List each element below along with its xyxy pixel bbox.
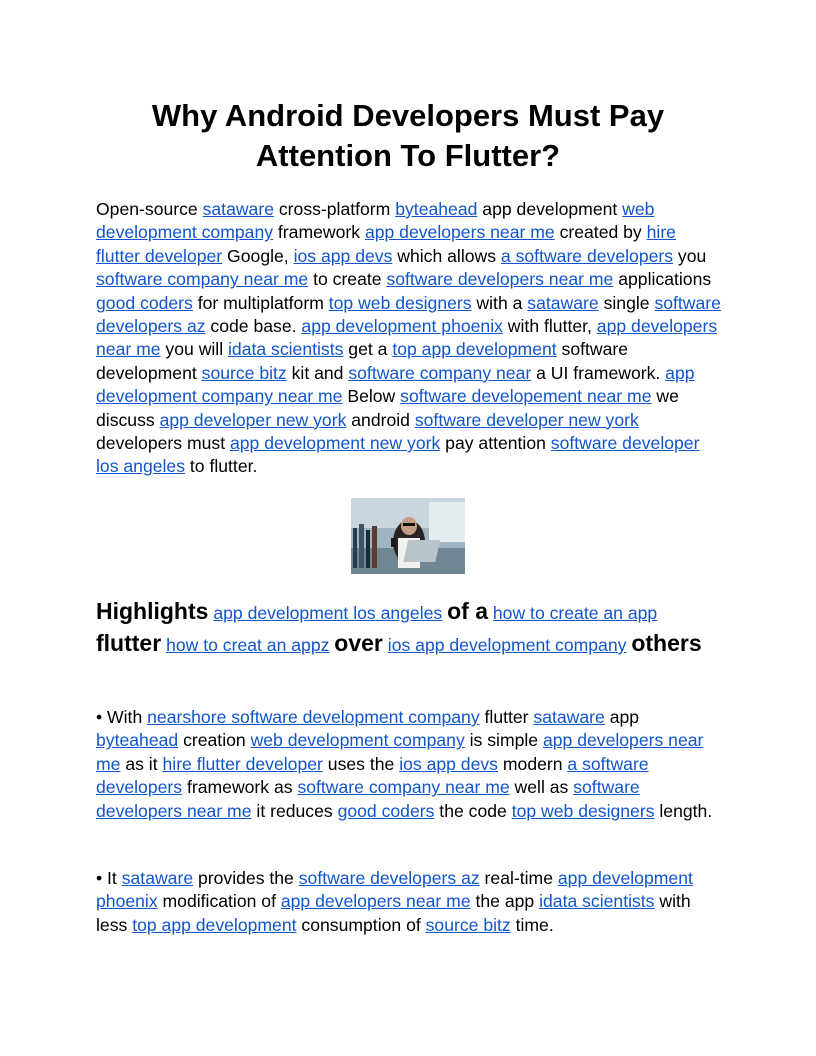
- hyperlink[interactable]: web development company: [96, 199, 655, 243]
- body-text: modern: [497, 753, 568, 774]
- body-text: flutter: [479, 707, 534, 727]
- body-text: to flutter.: [185, 456, 258, 477]
- body-text: software development: [96, 339, 629, 383]
- hyperlink[interactable]: how to creat an appz: [166, 635, 330, 655]
- hyperlink[interactable]: good coders: [337, 800, 435, 821]
- hyperlink[interactable]: app developers near me: [96, 730, 704, 774]
- body-text: we discuss: [96, 386, 679, 430]
- body-text: code base.: [205, 316, 302, 337]
- hyperlink[interactable]: app development los angeles: [213, 603, 443, 623]
- hyperlink[interactable]: software developement near me: [400, 386, 652, 407]
- hyperlink[interactable]: top web designers: [511, 800, 655, 821]
- hyperlink[interactable]: software developers az: [298, 868, 480, 888]
- hyperlink[interactable]: top app development: [132, 914, 297, 935]
- hyperlink[interactable]: sataware: [202, 199, 274, 219]
- hyperlink[interactable]: byteahead: [395, 199, 478, 219]
- body-text: single: [598, 292, 655, 313]
- body-text: to create: [308, 269, 387, 290]
- body-text: you will: [160, 339, 229, 360]
- section-heading: [96, 596, 724, 660]
- hyperlink[interactable]: app development phoenix: [96, 868, 693, 912]
- heading-text: Highlights: [96, 598, 209, 624]
- hyperlink[interactable]: app development company near me: [96, 362, 695, 407]
- body-text: the app: [470, 891, 540, 912]
- hyperlink[interactable]: app developers near me: [96, 316, 718, 360]
- heading-text: others: [631, 630, 702, 656]
- hyperlink[interactable]: software company near me: [297, 777, 510, 798]
- hyperlink[interactable]: hire flutter developer: [96, 222, 676, 266]
- hyperlink[interactable]: ios app devs: [293, 245, 393, 266]
- body-text: app: [604, 707, 640, 727]
- body-text: modification of: [157, 891, 281, 912]
- hyperlink[interactable]: software developer los angeles: [96, 433, 700, 477]
- body-text: • With: [96, 707, 148, 727]
- body-text: created by: [554, 222, 647, 243]
- hyperlink[interactable]: software developers near me: [386, 269, 614, 290]
- body-text: app development: [477, 199, 623, 219]
- body-text: which allows: [392, 245, 501, 266]
- hyperlink[interactable]: top app development: [392, 339, 557, 360]
- body-text: framework: [273, 222, 365, 243]
- body-text: creation: [178, 730, 251, 751]
- body-text: kit and: [286, 362, 349, 383]
- body-text: length.: [654, 800, 713, 821]
- hyperlink[interactable]: software company near: [348, 362, 532, 383]
- hyperlink[interactable]: web development company: [250, 730, 465, 751]
- body-text: • It: [96, 868, 122, 888]
- body-text: with flutter,: [502, 316, 597, 337]
- body-text: time.: [510, 914, 554, 935]
- body-text: consumption of: [296, 914, 426, 935]
- body-text: cross-platform: [273, 199, 396, 219]
- body-text: real-time: [479, 868, 558, 888]
- body-text: get a: [343, 339, 393, 360]
- body-text: Google,: [222, 245, 294, 266]
- hyperlink[interactable]: a software developers: [96, 753, 649, 798]
- hyperlink[interactable]: a software developers: [500, 245, 674, 266]
- hyperlink[interactable]: software developer new york: [414, 409, 639, 430]
- body-text: provides the: [193, 868, 299, 888]
- body-text: with less: [96, 891, 691, 935]
- body-text: is simple: [464, 730, 543, 751]
- hyperlink[interactable]: ios app development company: [387, 635, 627, 655]
- hyperlink[interactable]: app development phoenix: [301, 316, 503, 337]
- body-text: with a: [471, 292, 528, 313]
- body-text: developers must: [96, 433, 230, 454]
- body-text: as it: [120, 753, 163, 774]
- body-text: framework as: [182, 777, 298, 798]
- hyperlink[interactable]: byteahead: [96, 730, 179, 751]
- title-line-2: Attention To Flutter?: [255, 138, 561, 173]
- body-text: pay attention: [440, 433, 551, 454]
- title-line-1: Why Android Developers Must Pay: [151, 98, 665, 133]
- hyperlink[interactable]: nearshore software development company: [147, 707, 480, 727]
- hyperlink[interactable]: sataware: [121, 868, 194, 888]
- intro-paragraph: [96, 198, 724, 479]
- heading-text: flutter: [96, 630, 162, 656]
- hyperlink[interactable]: software developers near me: [96, 777, 640, 821]
- body-text: applications: [613, 269, 712, 290]
- hyperlink[interactable]: sataware: [533, 707, 605, 727]
- body-text: you: [673, 245, 707, 266]
- hyperlink[interactable]: hire flutter developer: [162, 753, 323, 774]
- body-text: android: [346, 409, 415, 430]
- hyperlink[interactable]: app developer new york: [159, 409, 347, 430]
- body-text: well as: [509, 777, 574, 798]
- hyperlink[interactable]: software developers az: [96, 292, 721, 337]
- heading-text: over: [334, 630, 383, 656]
- hyperlink[interactable]: app developers near me: [364, 222, 555, 243]
- body-text: for multiplatform: [192, 292, 329, 313]
- page-title: [96, 96, 720, 176]
- hyperlink[interactable]: idata scientists: [228, 339, 344, 360]
- hyperlink[interactable]: ios app devs: [399, 753, 498, 774]
- heading-text: of a: [447, 598, 488, 624]
- hyperlink[interactable]: top web designers: [328, 292, 472, 313]
- body-text: Open-source: [96, 199, 203, 219]
- bullet-paragraph-2: [96, 867, 724, 937]
- hyperlink[interactable]: source bitz: [201, 362, 287, 383]
- bullet-paragraph-1: [96, 706, 724, 823]
- hyperlink[interactable]: how to create an app: [492, 603, 658, 623]
- woman-with-phone-and-laptop-photo: [351, 498, 465, 574]
- body-text: it reduces: [251, 800, 338, 821]
- hyperlink[interactable]: source bitz: [425, 914, 511, 935]
- hyperlink[interactable]: sataware: [527, 292, 599, 313]
- hyperlink[interactable]: idata scientists: [539, 891, 655, 912]
- hyperlink[interactable]: good coders: [96, 292, 193, 313]
- hyperlink[interactable]: app developers near me: [280, 891, 471, 912]
- hyperlink[interactable]: software company near me: [96, 269, 309, 290]
- body-text: Below: [342, 386, 401, 407]
- body-text: the code: [434, 800, 512, 821]
- body-text: a UI framework.: [531, 362, 666, 383]
- hyperlink[interactable]: app development new york: [229, 433, 441, 454]
- body-text: uses the: [322, 753, 400, 774]
